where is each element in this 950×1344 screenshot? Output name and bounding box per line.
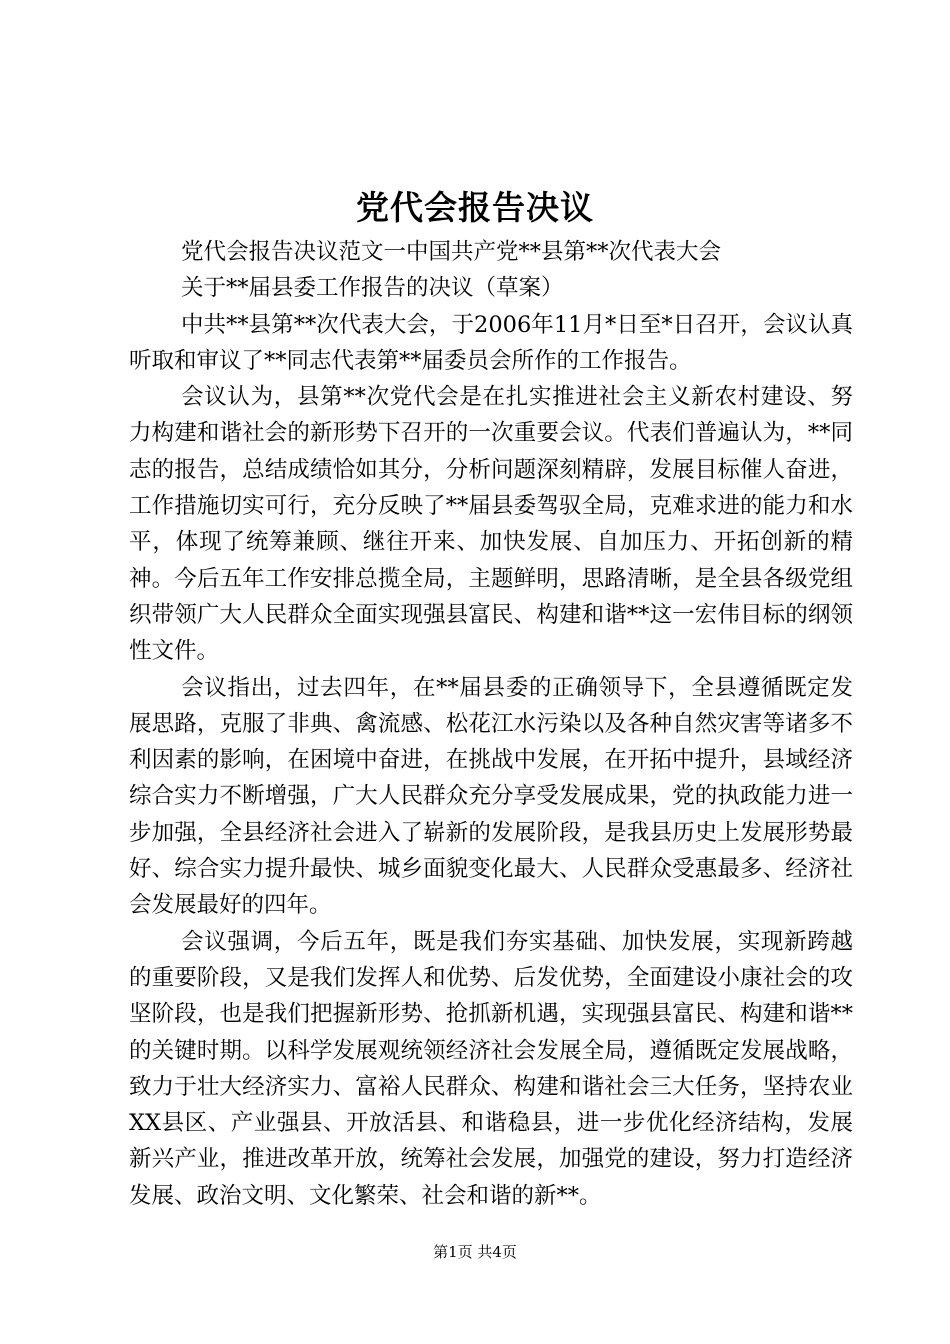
paragraph-subtitle-line2: 关于**届县委工作报告的决议（草案）: [181, 275, 564, 302]
paragraph-review: 会议指出，过去四年，在**届县委的正确领导下，全县遵循既定发展思路，克服了非典、禽流感、松花江水污染以及各种自然灾害等诸多不利因素的影响，在困境中奋进，在挑战中发展，在开拓中提升，县域经济综合实力不断增强，广大人民群众充分享受发展成果，党的执政能力进一步加强，全县经济社会进入了崭新的发展阶段，是我县历史上发展形势最好、综合实力提升最快、城乡面貌变化最大、人民群众受惠最多、经济社会发展最好的四年。: [129, 674, 853, 919]
document-body: [129, 234, 853, 1214]
paragraph-assessment: 会议认为，县第**次党代会是在扎实推进社会主义新农村建设、努力构建和谐社会的新形势下召开的一次重要会议。代表们普遍认为，**同志的报告，总结成绩恰如其分，分析问题深刻精辟，发展目标催人奋进，工作措施切实可行，充分反映了**届县委驾驭全局，克难求进的能力和水平，体现了统筹兼顾、继往开来、加快发展、自加压力、开拓创新的精神。今后五年工作安排总揽全局，主题鲜明，思路清晰，是全县各级党组织带领广大人民群众全面实现强县富民、构建和谐**这一宏伟目标的纲领性文件。: [129, 384, 853, 665]
page-footer: 第1页 共4页: [433, 1243, 517, 1261]
paragraph-subtitle-line1: 党代会报告决议范文一中国共产党**县第**次代表大会: [181, 239, 722, 265]
document-title: 党代会报告决议: [356, 188, 594, 227]
paragraph-emphasis: 会议强调，今后五年，既是我们夯实基础、加快发展，实现新跨越的重要阶段，又是我们发挥人和优势、后发优势，全面建设小康社会的攻坚阶段，也是我们把握新形势、抢抓新机遇，实现强县富民、构建和谐**的关键时期。以科学发展观统领经济社会发展全局，遵循既定发展战略，致力于壮大经济实力、富裕人民群众、构建和谐社会三大任务，坚持农业XX县区、产业强县、开放活县、和谐稳县，进一步优化经济结构，发展新兴产业，推进改革开放，统筹社会发展，加强党的建设，努力打造经济发展、政治文明、文化繁荣、社会和谐的新**。: [129, 928, 853, 1209]
paragraph-opening: 中共**县第**次代表大会，于2006年11月*日至*日召开，会议认真听取和审议了**同志代表第**届委员会所作的工作报告。: [129, 311, 853, 374]
